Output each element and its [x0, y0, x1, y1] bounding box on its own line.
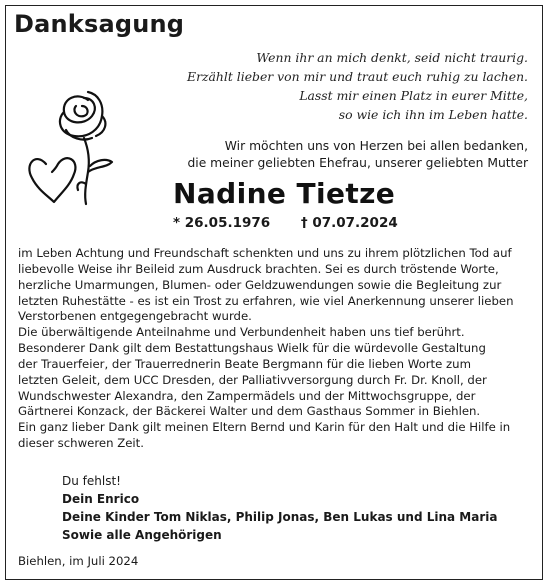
- death-date: † 07.07.2024: [300, 215, 398, 231]
- intro-line: die meiner geliebten Ehefrau, unserer geliebten Mutter: [187, 156, 528, 170]
- poem-line: Wenn ihr an mich denkt, seid nicht traurig.: [256, 50, 528, 65]
- body-line: dieser schweren Zeit.: [18, 436, 144, 451]
- body-line: Wundschwester Alexandra, den Zampermädels und der Mittwochsgruppe, der: [18, 388, 476, 403]
- body-line: Ein ganz lieber Dank gilt meinen Eltern Bernd und Karin für den Halt und die Hilfe in: [18, 420, 511, 435]
- body-line: herzliche Umarmungen, Blumen- oder Geldzuwendungen sowie die Begleitung zur: [18, 277, 502, 292]
- birth-date: * 26.05.1976: [173, 215, 271, 231]
- rose-heart-icon: [26, 86, 126, 206]
- body-line: liebevolle Weise ihr Beileid zum Ausdruck brachten. Sei es durch tröstende Worte,: [18, 261, 499, 276]
- deceased-name: Nadine Tietze: [173, 177, 396, 210]
- body-line: Gärtnerei Konzack, der Bäckerei Walter und dem Gasthaus Sommer in Biehlen.: [18, 404, 481, 419]
- signature-line: Sowie alle Angehörigen: [62, 528, 222, 542]
- signature-block: [62, 472, 497, 544]
- intro-text: [187, 138, 528, 172]
- body-line: Besonderer Dank gilt dem Bestattungshaus Wielk für die würdevolle Gestaltung: [18, 341, 486, 356]
- body-line: letzten Geleit, dem UCC Dresden, der Palliativversorgung durch Fr. Dr. Knoll, der: [18, 372, 487, 387]
- body-line: Die überwältigende Anteilnahme und Verbundenheit haben uns tief berührt.: [18, 325, 465, 340]
- signature-opener: Du fehlst!: [62, 474, 121, 488]
- body-text: [18, 246, 538, 452]
- body-line: im Leben Achtung und Freundschaft schenkten und uns zu ihrem plötzlichen Tod auf: [18, 246, 512, 260]
- page-title: Danksagung: [14, 10, 185, 38]
- place-date: Biehlen, im Juli 2024: [18, 554, 139, 568]
- poem-line: so wie ich ihn im Leben hatte.: [338, 107, 528, 122]
- body-line: der Trauerfeier, der Trauerrednerin Beate Bergmann für die lieben Worte zum: [18, 356, 471, 371]
- poem-line: Erzählt lieber von mir und traut euch ruhig zu lachen.: [187, 69, 528, 84]
- body-line: letzten Ruhestätte - es ist ein Trost zu erfahren, wie viel Anerkennung unserer lieben: [18, 293, 514, 308]
- poem-line: Lasst mir einen Platz in eurer Mitte,: [299, 88, 528, 103]
- life-dates: [173, 215, 398, 231]
- intro-line: Wir möchten uns von Herzen bei allen bedanken,: [224, 139, 528, 153]
- body-line: Verstorbenen entgegengebracht wurde.: [18, 309, 252, 324]
- signature-line: Deine Kinder Tom Niklas, Philip Jonas, Ben Lukas und Lina Maria: [62, 510, 498, 524]
- signature-line: Dein Enrico: [62, 492, 140, 506]
- poem: [187, 48, 528, 124]
